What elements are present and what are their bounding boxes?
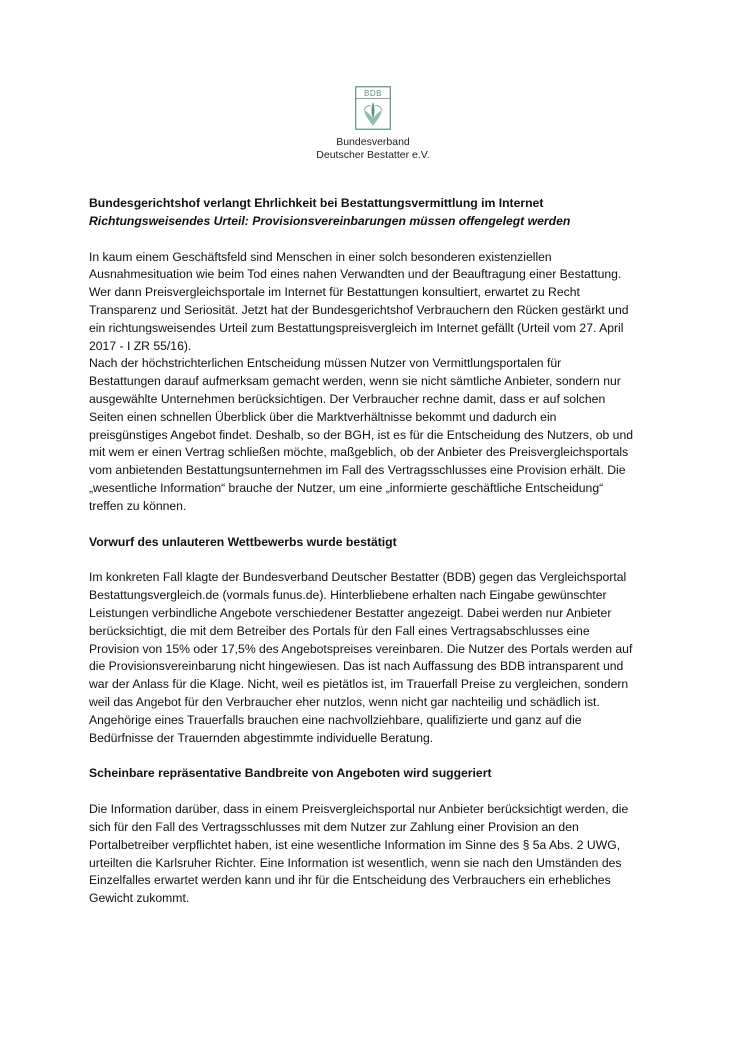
organization-name — [0, 136, 746, 161]
intro-paragraph: In kaum einem Geschäftsfeld sind Menschen in einer solch besonderen existenziellen Ausnahmesituation wie beim Tod eines nahen Verwandten und der Beauftragung einer Bestattung. Wer dann Preisvergleichsportale im Internet für Bestattungen konsultiert, erwartet zu Recht Transparenz und Seriosität. Jetzt hat der Bundesgerichtshof Verbrauchern den Rücken gestärkt und ein richtungsweisendes Urteil zum Bestattungspreisvergleich im Internet gefällt (Urteil vom 27. April 2017 - I ZR 55/16). — [89, 249, 629, 353]
article-headline: Bundesgerichtshof verlangt Ehrlichkeit bei Bestattungsvermittlung im Internet — [89, 196, 544, 210]
organization-name-line1: Bundesverband — [336, 136, 410, 148]
article-body — [89, 195, 669, 908]
logo — [0, 86, 746, 130]
article-subheadline: Richtungsweisendes Urteil: Provisionsvereinbarungen müssen offengelegt werden — [89, 213, 571, 228]
second-paragraph: Nach der höchstrichterlichen Entscheidung müssen Nutzer von Vermittlungsportalen für Bestattungen darauf aufmerksam gemacht werden, wenn sie nicht sämtliche Anbieter, sondern nur ausgewählte Unternehmen berücksichtigen. Der Verbraucher rechne damit, dass er auf solchen Seiten einen schnellen Überblick über die Marktverhältnisse bekommt und dadurch ein preisgünstiges Angebot findet. Deshalb, so der BGH, ist es für die Entscheidung des Nutzers, ob und mit wem er einen Vertrag schließen möchte, maßgeblich, ob der Anbieter des Preisvergleichsportals vom anbietenden Bestattungsunternehmen im Fall des Vertragsschlusses eine Provision erhält. Die „wesentliche Information“ brauche der Nutzer, um eine „informierte geschäftliche Entscheidung“ treffen zu können. — [89, 356, 634, 513]
bdb-logo-icon — [355, 86, 391, 130]
logo-letters: BDB — [364, 89, 382, 98]
section1-heading: Vorwurf des unlauteren Wettbewerbs wurde bestätigt — [89, 534, 397, 549]
section1-paragraph: Im konkreten Fall klagte der Bundesverband Deutscher Bestatter (BDB) gegen das Vergleichsportal Bestattungsvergleich.de (vormals funus.de). Hinterbliebene erhalten nach Eingabe gewünschter Leistungen verbindliche Angebote verschiedener Bestatter angezeigt. Dabei werden nur Anbieter berücksichtigt, die mit dem Betreiber des Portals für den Fall eines Vertragsabschlusses eine Provision von 15% oder 17,5% des Angebotspreises vereinbaren. Die Nutzer des Portals werden auf die Provisionsvereinbarung nicht hingewiesen. Das ist nach Auffassung des BDB intransparent und war der Anlass für die Klage. Nicht, weil es pietätlos ist, im Trauerfall Preise zu vergleichen, sondern weil das Angebot für den Verbraucher eher nutzlos, wenn nicht gar nachteilig und schädlich ist. Angehörige eines Trauerfalls brauchen eine nachvollziehbare, qualifizierte und ganz auf die Bedürfnisse der Trauernden abgestimmte individuelle Beratung. — [89, 570, 633, 745]
section2-heading: Scheinbare repräsentative Bandbreite von Angeboten wird suggeriert — [89, 766, 492, 781]
section2-paragraph: Die Information darüber, dass in einem Preisvergleichsportal nur Anbieter berücksichtigt werden, die sich für den Fall des Vertragsschlusses mit dem Nutzer zur Zahlung einer Provision an den Portalbetreiber verpflichtet haben, ist eine wesentliche Information im Sinne des § 5a Abs. 2 UWG, urteilten die Karlsruher Richter. Eine Information ist wesentlich, wenn sie nach den Umständen des Einzelfalles erwartet werden kann und ihr für die Entscheidung des Verbrauchers ein erhebliches Gewicht zukommt. — [89, 802, 629, 906]
organization-name-line2: Deutscher Bestatter e.V. — [316, 148, 430, 161]
